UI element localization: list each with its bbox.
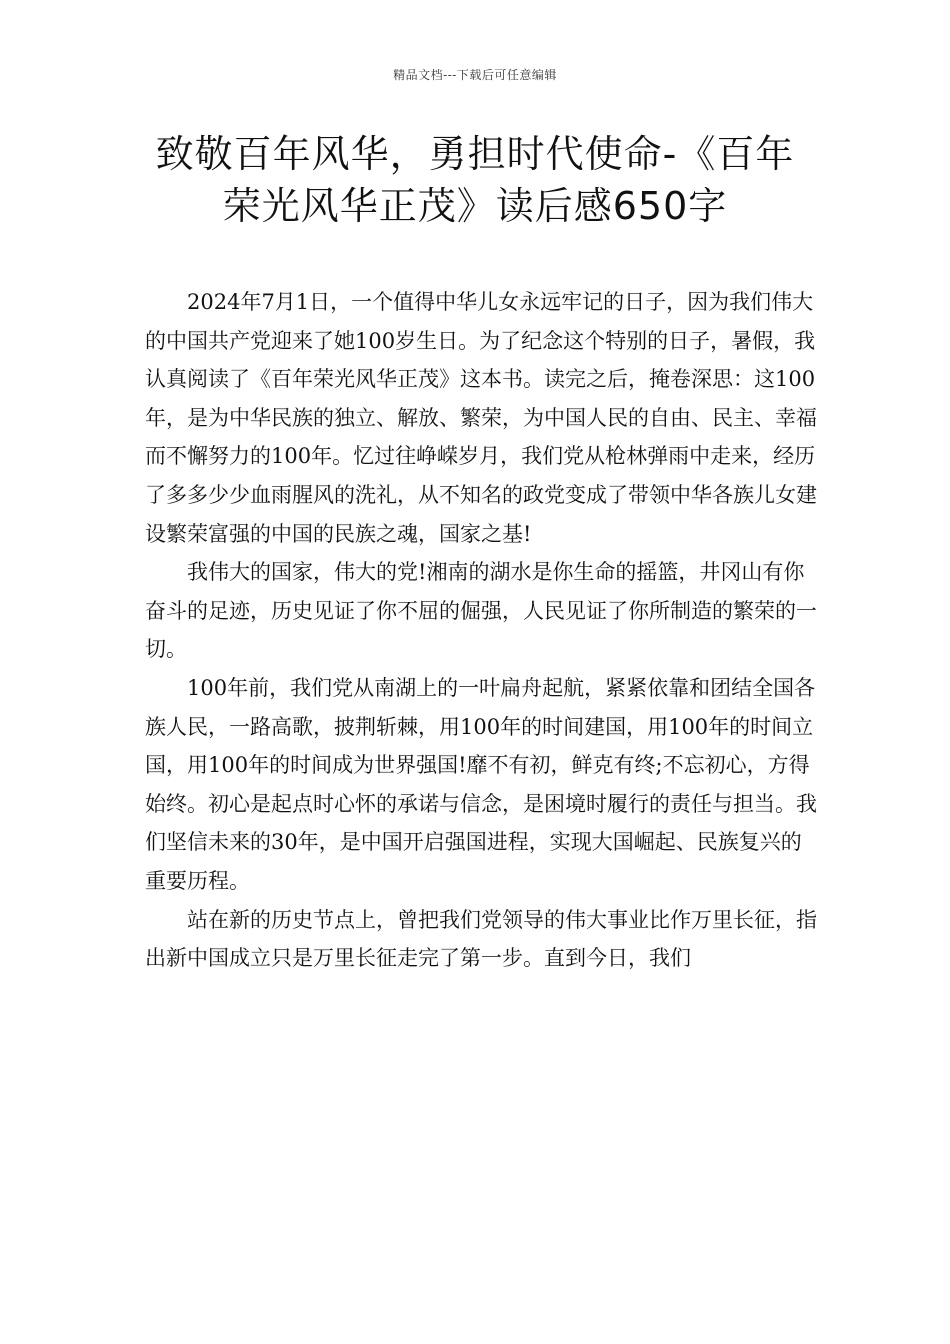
paragraph-1: 2024年7月1日，一个值得中华儿女永远牢记的日子，因为我们伟大的中国共产党迎来了她100岁生日。为了纪念这个特别的日子，暑假，我认真阅读了《百年荣光风华正茂》这本书。读完之后，掩卷深思：这100年，是为中华民族的独立、解放、繁荣，为中国人民的自由、民主、幸福而不懈努力的100年。忆过往峥嵘岁月，我们党从枪林弹雨中走来，经历了多多少少血雨腥风的洗礼，从不知名的政党变成了带领中华各族儿女建设繁荣富强的中国的民族之魂，国家之基! xyxy=(145,290,817,546)
paragraph-4: 站在新的历史节点上，曾把我们党领导的伟大事业比作万里长征，指出新中国成立只是万里长征走完了第一步。直到今日，我们 xyxy=(145,907,817,971)
document-body xyxy=(145,283,817,978)
paragraph-2: 我伟大的国家，伟大的党!湘南的湖水是你生命的摇篮，井冈山有你奋斗的足迹，历史见证了你不屈的倔强，人民见证了你所制造的繁荣的一切。 xyxy=(145,560,817,662)
title-line-1: 致敬百年风华，勇担时代使命-《百年 xyxy=(155,132,795,176)
document-title xyxy=(90,128,860,232)
title-line-2: 荣光风华正茂》读后感650字 xyxy=(222,184,728,228)
header-note: 精品文档---下载后可任意编辑 xyxy=(393,68,557,82)
paragraph-3: 100年前，我们党从南湖上的一叶扁舟起航，紧紧依靠和团结全国各族人民，一路高歌，披荆斩棘，用100年的时间建国，用100年的时间立国，用100年的时间成为世界强国!靡不有初，鲜克有终;不忘初心，方得始终。初心是起点时心怀的承诺与信念，是困境时履行的责任与担当。我们坚信未来的30年，是中国开启强国进程，实现大国崛起、民族复兴的重要历程。 xyxy=(145,675,817,893)
